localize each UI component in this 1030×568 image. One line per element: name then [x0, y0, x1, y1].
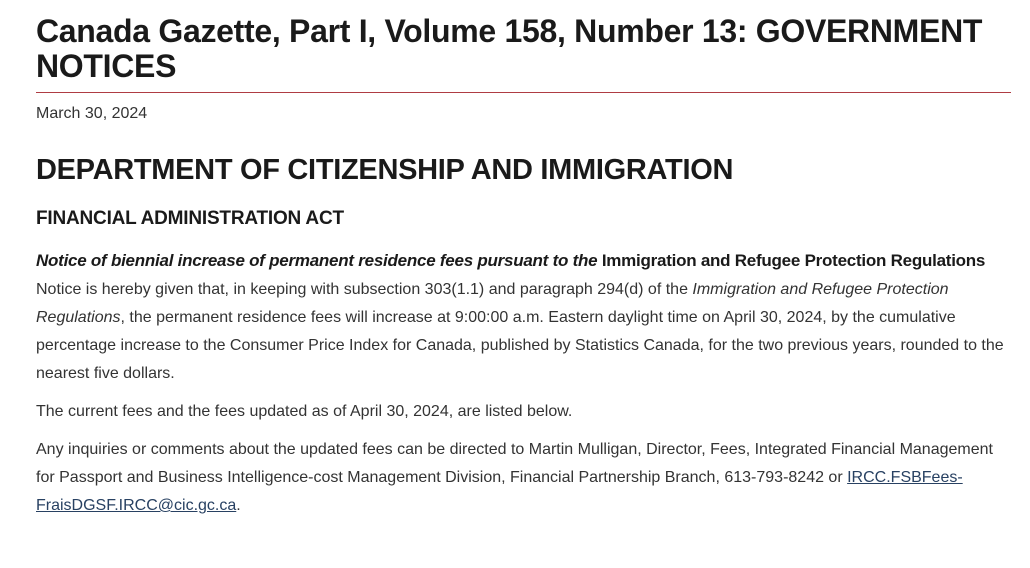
- paragraph-1-text-end: , the permanent residence fees will increase at 9:00:00 a.m. Eastern daylight time on April 30, 2024, by the cumulative percentage increase to the Consumer Price Index for Canada, published by Statistics Canada, for the two previous years, rounded to the nearest five dollars.: [36, 309, 1004, 382]
- notice-heading: [36, 250, 1010, 272]
- notice-paragraph-3: [36, 436, 1011, 520]
- contact-email-link[interactable]: IRCC.FSBFees-FraisDGSF.IRCC@cic.gc.ca: [36, 469, 963, 514]
- regulation-name-italic: Immigration and Refugee Protection Regulations: [36, 281, 949, 326]
- publication-date: March 30, 2024: [36, 105, 148, 122]
- page-title: Canada Gazette, Part I, Volume 158, Number 13: GOVERNMENT NOTICES: [36, 13, 983, 84]
- notice-heading-italic: Notice of biennial increase of permanent residence fees pursuant to the: [36, 251, 598, 270]
- paragraph-1-text-start: Notice is hereby given that, in keeping with subsection 303(1.1) and paragraph 294(d) of the: [36, 281, 693, 298]
- notice-paragraph-2: The current fees and the fees updated as of April 30, 2024, are listed below.: [36, 403, 573, 420]
- title-divider: [36, 92, 1011, 93]
- paragraph-3-end: .: [236, 497, 241, 514]
- department-heading: DEPARTMENT OF CITIZENSHIP AND IMMIGRATION: [36, 154, 734, 186]
- paragraph-3-text: Any inquiries or comments about the updated fees can be directed to Martin Mulligan, Director, Fees, Integrated Financial Management for Passport and Business Intelligence-cost Management Division, Financial Partnership Branch, 613-793-8242 or: [36, 441, 993, 486]
- notice-paragraph-1: [36, 276, 1011, 388]
- notice-heading-regulation: Immigration and Refugee Protection Regulations: [597, 251, 986, 270]
- act-heading: FINANCIAL ADMINISTRATION ACT: [36, 208, 344, 229]
